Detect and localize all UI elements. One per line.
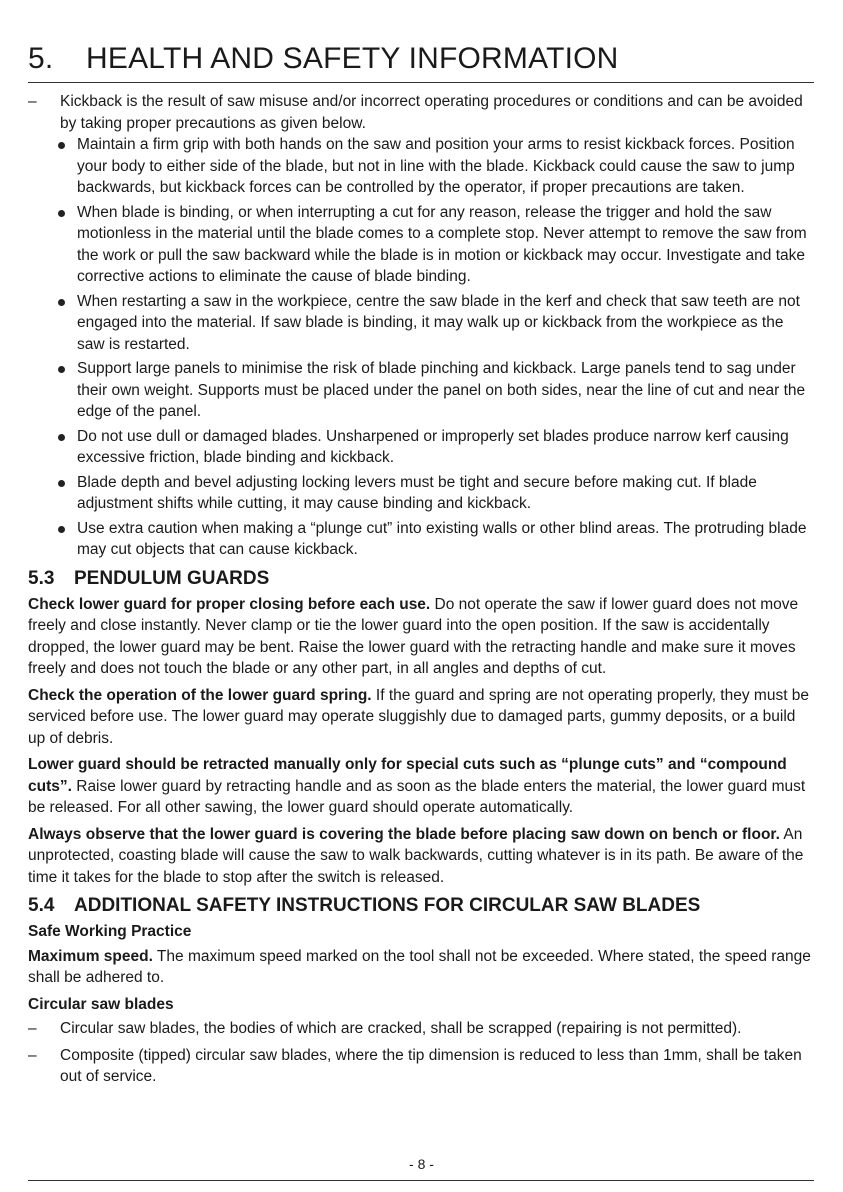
- kickback-bullet-list: [28, 134, 814, 561]
- kickback-intro: [28, 91, 814, 134]
- list-item: [28, 1045, 814, 1088]
- bullet-text: Blade depth and bevel adjusting locking levers must be tight and secure before making cut. If blade adjustment shifts while cutting, it may cause binding and kickback.: [77, 473, 757, 512]
- subheading-safe-working-practice: Safe Working Practice: [28, 923, 192, 940]
- content: [28, 91, 814, 1088]
- dash-marker: –: [28, 1020, 37, 1037]
- bullet-icon: [58, 480, 65, 487]
- section-5-3-title: PENDULUM GUARDS: [74, 567, 270, 589]
- paragraph-text: An unprotected, coasting blade will cause the saw to walk backwards, cutting whatever is in its path. Be aware of the time it takes for the blade to stop after the switch is released.: [28, 825, 804, 886]
- section-5-3-number: 5.3: [28, 567, 55, 589]
- paragraph-lead: Maximum speed.: [28, 947, 153, 965]
- section-5-3-heading: [28, 566, 814, 592]
- paragraph: [28, 824, 814, 889]
- section-5-4-number: 5.4: [28, 895, 55, 916]
- list-item: [58, 426, 814, 469]
- paragraph-text: Raise lower guard by retracting handle and as soon as the blade enters the material, the lower guard must be released. For all other sawing, the lower guard should operate automatically.: [28, 777, 806, 816]
- bullet-text: Do not use dull or damaged blades. Unsharpened or improperly set blades produce narrow kerf causing excessive friction, blade binding and kickback.: [77, 427, 789, 466]
- bullet-icon: [58, 210, 65, 217]
- section-number: 5.: [28, 42, 54, 75]
- title-rule: [28, 82, 814, 83]
- paragraph: [28, 594, 814, 680]
- bullet-text: Maintain a firm grip with both hands on the saw and position your arms to resist kickback forces. Position your body to either side of the blade, but not in line with the blade. Kickback could cause the saw to jump backwards, but kickback forces can be controlled by the operator, if proper precautions are taken.: [77, 136, 795, 196]
- bullet-icon: [58, 526, 65, 533]
- section-title: [28, 40, 814, 78]
- paragraph: [28, 685, 814, 750]
- page-number: - 8 -: [409, 1156, 434, 1172]
- dash-marker: –: [28, 93, 37, 110]
- section-5-4-heading: [28, 893, 814, 919]
- section-title-text: HEALTH AND SAFETY INFORMATION: [86, 42, 619, 75]
- list-item: [58, 358, 814, 423]
- bullet-icon: [58, 142, 65, 149]
- bullet-icon: [58, 299, 65, 306]
- bullet-text: When blade is binding, or when interrupting a cut for any reason, release the trigger and hold the saw motionless in the material until the blade comes to a complete stop. Never attempt to remove the saw from the work or pull the saw backward while the blade is in motion or kickback may occur. Investigate and take corrective actions to eliminate the cause of blade binding.: [77, 203, 807, 285]
- section-5-4-title: ADDITIONAL SAFETY INSTRUCTIONS FOR CIRCULAR SAW BLADES: [74, 895, 701, 916]
- paragraph-text: The maximum speed marked on the tool shall not be exceeded. Where stated, the speed range shall be adhered to.: [28, 947, 811, 986]
- bullet-text: When restarting a saw in the workpiece, centre the saw blade in the kerf and check that saw teeth are not engaged into the material. If saw blade is binding, it may walk up or kickback from the workpiece as the saw is restarted.: [77, 292, 800, 353]
- paragraph: [28, 946, 814, 989]
- list-item: [58, 518, 814, 561]
- list-item: [58, 291, 814, 356]
- subheading-circular-saw-blades: Circular saw blades: [28, 995, 174, 1013]
- bullet-text: Use extra caution when making a “plunge cut” into existing walls or other blind areas. The protruding blade may cut objects that can cause kickback.: [77, 519, 807, 558]
- manual-page: [28, 40, 814, 1093]
- dash-item-text: Composite (tipped) circular saw blades, where the tip dimension is reduced to less than 1mm, shall be taken out of service.: [60, 1046, 802, 1085]
- paragraph-lead: Always observe that the lower guard is covering the blade before placing saw down on bench or floor.: [28, 825, 780, 843]
- bullet-icon: [58, 366, 65, 373]
- dash-marker: –: [28, 1046, 37, 1064]
- paragraph-text: Do not operate the saw if lower guard does not move freely and close instantly. Never clamp or tie the lower guard into the open position. If the saw is accidentally dropped, the lower guard may be bent. Raise the lower guard with the retracting handle and make sure it moves freely and does not touch the blade or any other part, in all angles and depths of cut.: [28, 595, 799, 677]
- blade-dash-list: [28, 1018, 814, 1088]
- list-item: [58, 472, 814, 515]
- bullet-icon: [58, 434, 65, 441]
- paragraph-lead: Check the operation of the lower guard spring.: [28, 686, 372, 704]
- paragraph-lead: Check lower guard for proper closing before each use.: [28, 595, 431, 613]
- paragraph: [28, 754, 814, 819]
- bullet-text: Support large panels to minimise the risk of blade pinching and kickback. Large panels tend to sag under their own weight. Supports must be placed under the panel on both sides, near the line of cut and near the edge of the panel.: [77, 360, 806, 420]
- dash-item-text: Circular saw blades, the bodies of which are cracked, shall be scrapped (repairing is not permitted).: [60, 1020, 742, 1037]
- footer-rule: [28, 1180, 814, 1181]
- list-item: [58, 202, 814, 288]
- list-item: [28, 1018, 814, 1040]
- paragraph-lead: Lower guard should be retracted manually only for special cuts such as “plunge cuts” and “compound cuts”.: [28, 756, 787, 795]
- kickback-intro-text: Kickback is the result of saw misuse and/or incorrect operating procedures or conditions and can be avoided by taking proper precautions as given below.: [60, 93, 803, 132]
- list-item: [58, 134, 814, 199]
- paragraph-text: If the guard and spring are not operating properly, they must be serviced before use. The lower guard may operate sluggishly due to damaged parts, gummy deposits, or a build up of debris.: [28, 686, 810, 747]
